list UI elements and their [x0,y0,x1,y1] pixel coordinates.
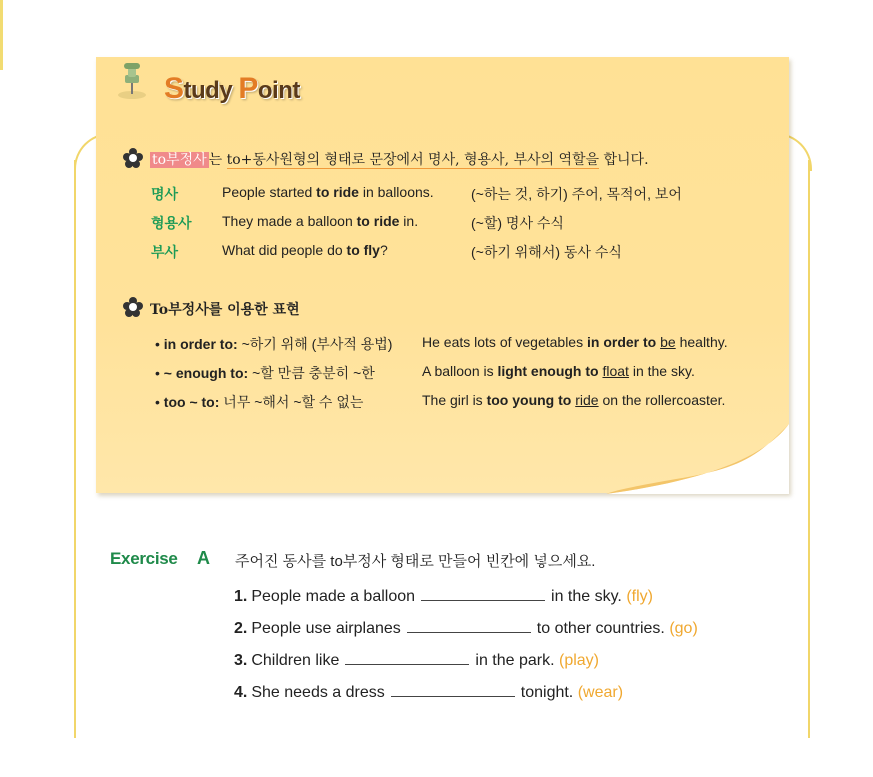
exercise-item: 4. She needs a dress tonight. (wear) [234,684,624,701]
usage-example: What did people do to fly? [222,242,388,258]
exercise-label: Exercise [110,549,178,568]
flower-bullet-icon [123,148,143,168]
usage-example: People started to ride in balloons. [222,184,434,200]
exercise-item: 2. People use airplanes to other countries. (go) [234,620,698,637]
expression-pattern: • ~ enough to: ~할 만큼 충분히 ~한 [155,365,375,381]
study-point-title [118,62,338,112]
to-infinitive-definition: to부정사 는 to+동사원형의 형태로 문장에서 명사, 형용사, 부사의 역할을 합니다. [152,152,649,168]
usage-row: 부사 [151,244,179,260]
flower-bullet-icon [123,297,143,317]
expressions-heading: To부정사를 이용한 표현 [150,302,300,318]
frame-line-left [74,160,76,738]
exercise-instruction: 주어진 동사를 to부정사 형태로 만들어 빈칸에 넣으세요. [235,553,596,570]
expression-example: The girl is too young to ride on the rollercoaster. [422,392,726,408]
usage-meaning: (~할) 명사 수식 [471,215,564,231]
page-curl [596,424,796,499]
answer-blank[interactable] [391,682,515,697]
study-point-heading: Study Point [164,72,300,105]
to-infinitive-tag: to부정사 [152,152,207,168]
frame-line-right [808,160,810,738]
answer-blank[interactable] [345,650,469,665]
answer-blank[interactable] [407,618,531,633]
answer-blank[interactable] [421,586,545,601]
pushpin-icon [118,62,160,102]
expression-pattern: • in order to: ~하기 위해 (부사적 용법) [155,336,393,352]
usage-row: 형용사 [151,215,192,231]
usage-row: 명사 [151,186,179,202]
usage-meaning: (~하는 것, 하기) 주어, 목적어, 보어 [471,186,682,202]
expression-example: A balloon is light enough to float in the sky. [422,363,695,379]
exercise-item: 1. People made a balloon in the sky. (fly) [234,588,653,605]
exercise-letter: A [197,548,210,568]
page-edge-strip [0,0,3,70]
expression-pattern: • too ~ to: 너무 ~해서 ~할 수 없는 [155,394,364,410]
expression-example: He eats lots of vegetables in order to be healthy. [422,334,728,350]
usage-example: They made a balloon to ride in. [222,213,419,229]
exercise-item: 3. Children like in the park. (play) [234,652,600,669]
usage-meaning: (~하기 위해서) 동사 수식 [471,244,622,260]
